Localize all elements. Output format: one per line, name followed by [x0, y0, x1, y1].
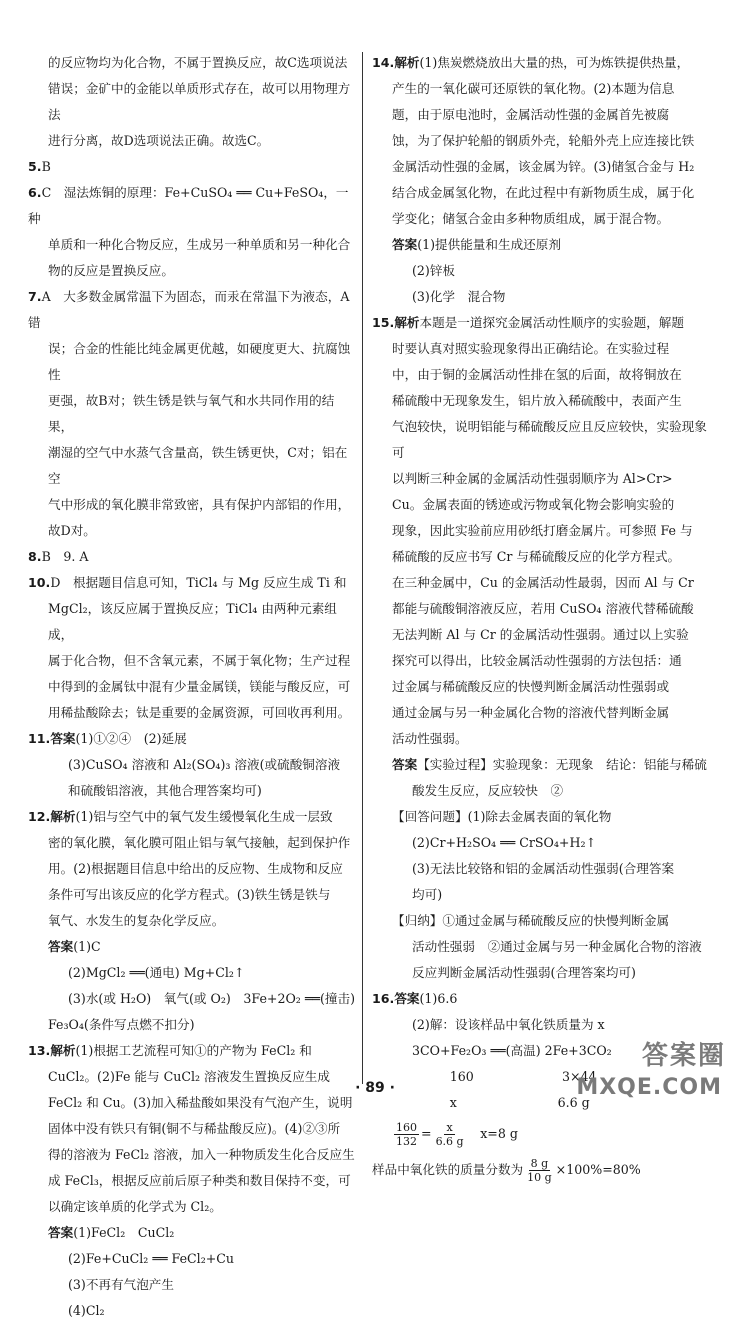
text-line — [28, 726, 358, 752]
question-block-q13a — [28, 1220, 358, 1324]
right-column — [372, 50, 708, 1188]
question-block-q12a — [28, 934, 358, 1038]
answer-label: 答案 — [50, 731, 76, 746]
text-line — [372, 180, 708, 206]
text-content: 题，由于原电池时，金属活动性强的金属首先被腐 — [392, 107, 670, 122]
text-content: 在三种金属中，Cu 的金属活动性最弱，因而 Al 与 Cr — [392, 575, 694, 590]
text-line — [28, 232, 358, 258]
text-content: 【归纳】①通过金属与稀硫酸反应的快慢判断金属 — [392, 913, 670, 928]
fraction-1 — [394, 1121, 419, 1148]
text-line — [28, 700, 358, 726]
text-content: 条件可写出该反应的化学方程式。(3)铁生锈是铁与 — [48, 887, 331, 902]
sub-line: 160 3×44 — [412, 1069, 597, 1084]
right-blocks — [372, 50, 708, 1116]
text-content: 稀硫酸中无现象发生，铝片放入稀硫酸中，表面产生 — [392, 393, 682, 408]
page-number: · 89 · — [355, 1080, 395, 1096]
sub-line: (3)不再有气泡产生 — [68, 1277, 174, 1292]
final-fraction-numerator: 8 g — [530, 1156, 549, 1170]
final-answer-prefix: 样品中氧化铁的质量分数为 — [372, 1162, 524, 1177]
text-line — [372, 544, 708, 570]
question-block-q15a — [372, 752, 708, 804]
sub-line: 均可) — [412, 887, 443, 902]
text-line — [28, 1220, 358, 1246]
answer-label: 解析 — [394, 55, 420, 70]
question-number: 5. — [28, 159, 42, 174]
question-block-q14a — [372, 232, 708, 310]
text-line — [28, 76, 358, 128]
text-line — [372, 102, 708, 128]
text-line — [28, 180, 358, 232]
text-line — [372, 622, 708, 648]
text-content: 固体中没有铁只有铜(铜不与稀盐酸反应)。(4)②③所 — [48, 1121, 341, 1136]
sub-line: x 6.6 g — [412, 1095, 590, 1110]
text-content: 学变化；储氢合金由多种物质组成，属于混合物。 — [392, 211, 670, 226]
answer-label: 解析 — [394, 315, 420, 330]
question-number: 12. — [28, 809, 51, 824]
question-number: 8. — [28, 549, 42, 564]
question-block-c1 — [28, 50, 358, 154]
text-content: MgCl₂，该反应属于置换反应；TiCl₄ 由两种元素组成， — [48, 601, 337, 642]
sub-line: (3)CuSO₄ 溶液和 Al₂(SO₄)₃ 溶液(或硫酸铜溶液 — [68, 757, 341, 772]
fraction-equation-result: x=8 g — [467, 1126, 518, 1141]
fraction-1-numerator: 160 — [396, 1120, 417, 1134]
text-content: FeCl₂ 和 Cu。(3)加入稀盐酸如果没有气泡产生，说明 — [48, 1095, 353, 1110]
text-line — [372, 388, 708, 414]
text-line — [28, 128, 358, 154]
sub-line: 3CO+Fe₂O₃ ══(高温) 2Fe+3CO₂ — [412, 1043, 612, 1058]
text-content: 以判断三种金属的金属活动性强弱顺序为 Al>Cr> — [392, 471, 673, 486]
text-line — [28, 596, 358, 648]
text-line — [372, 76, 708, 102]
text-line — [28, 154, 358, 180]
text-content: 以确定该单质的化学式为 Cl₂。 — [48, 1199, 222, 1214]
text-content: (1)焦炭燃烧放出大量的热，可为炼铁提供热量， — [419, 55, 690, 70]
question-block-q5 — [28, 154, 358, 180]
text-line — [28, 336, 358, 388]
text-line — [372, 700, 708, 726]
sub-line: (2)Cr+H₂SO₄ ══ CrSO₄+H₂↑ — [412, 835, 597, 850]
text-content: 金属活动性强的金属，该金属为锌。(3)储氢合金与 H₂ — [392, 159, 695, 174]
text-line — [28, 518, 358, 544]
text-line — [372, 518, 708, 544]
question-block-q7 — [28, 284, 358, 544]
final-answer-suffix: ×100%=80% — [555, 1162, 641, 1177]
answer-label: 解析 — [50, 1043, 76, 1058]
question-block-q8 — [28, 544, 358, 570]
text-line — [372, 752, 708, 778]
text-content: 更强，故B对；铁生锈是铁与氧气和水共同作用的结果， — [48, 393, 335, 434]
text-content: 的反应物均为化合物，不属于置换反应，故C选项说法 — [48, 55, 348, 70]
text-line — [28, 50, 358, 76]
fraction-2 — [434, 1121, 466, 1148]
text-line — [28, 388, 358, 440]
text-line — [372, 50, 708, 76]
watermark-url-text: MXQE.COM — [576, 1075, 722, 1100]
text-line — [28, 492, 358, 518]
text-line — [372, 310, 708, 336]
text-line — [372, 908, 708, 934]
sub-line: (2)MgCl₂ ══(通电) Mg+Cl₂↑ — [68, 965, 245, 980]
text-line — [28, 544, 358, 570]
text-content: 无法判断 Al 与 Cr 的金属活动性强弱。通过以上实验 — [392, 627, 689, 642]
text-content: 都能与硫酸铜溶液反应，若用 CuSO₄ 溶液代替稀硫酸 — [392, 601, 694, 616]
sub-line: (3)化学 混合物 — [412, 289, 506, 304]
question-number: 11. — [28, 731, 51, 746]
fraction-2-denominator: 6.6 g — [435, 1134, 464, 1148]
text-line — [372, 154, 708, 180]
tail-line: Fe₃O₄(条件写点燃不扣分) — [48, 1017, 195, 1032]
text-content: B — [41, 159, 51, 174]
text-content: 产生的一氧化碳可还原铁的氧化物。(2)本题为信息 — [392, 81, 675, 96]
text-line — [28, 1038, 358, 1064]
text-content: 得的溶液为 FeCl₂ 溶液，加入一种物质发生化合反应生 — [48, 1147, 355, 1162]
question-block-q15 — [372, 310, 708, 752]
text-content: (1)FeCl₂ CuCl₂ — [73, 1225, 175, 1240]
text-line — [28, 648, 358, 674]
text-line — [372, 336, 708, 362]
text-line — [372, 596, 708, 622]
text-line — [372, 466, 708, 492]
text-content: 错误；金矿中的金能以单质形式存在，故可以用物理方法 — [48, 81, 351, 122]
question-block-q11 — [28, 726, 358, 804]
equals-sign: = — [421, 1126, 432, 1141]
question-number: 13. — [28, 1043, 51, 1058]
text-line — [28, 258, 358, 284]
text-content: (1)C — [73, 939, 101, 954]
text-line — [28, 882, 358, 908]
text-line — [28, 440, 358, 492]
question-number: 15. — [372, 315, 395, 330]
fraction-1-denominator: 132 — [396, 1134, 417, 1148]
text-line — [28, 934, 358, 960]
question-number: 14. — [372, 55, 395, 70]
text-content: D 根据题目信息可知，TiCl₄ 与 Mg 反应生成 Ti 和 — [50, 575, 347, 590]
text-line — [28, 830, 358, 856]
question-number: 7. — [28, 289, 42, 304]
answer-label: 答案 — [394, 991, 420, 1006]
final-fraction-denominator: 10 g — [527, 1170, 552, 1184]
text-line — [372, 128, 708, 154]
sub-line: 反应判断金属活动性强弱(合理答案均可) — [412, 965, 636, 980]
text-content: 【实验过程】实验现象：无现象 结论：铝能与稀硫 — [417, 757, 707, 772]
text-line — [28, 1142, 358, 1168]
sub-line: (3)无法比较铬和铝的金属活动性强弱(合理答案 — [412, 861, 675, 876]
text-content: 现象，因此实验前应用砂纸打磨金属片。可参照 Fe 与 — [392, 523, 693, 538]
text-content: 稀硫酸的反应书写 Cr 与稀硫酸反应的化学方程式。 — [392, 549, 681, 564]
text-content: (1)铝与空气中的氧气发生缓慢氧化生成一层致 — [75, 809, 333, 824]
text-line — [28, 804, 358, 830]
question-block-q12 — [28, 804, 358, 934]
text-line — [372, 232, 708, 258]
text-content: 潮湿的空气中水蒸气含量高，铁生锈更快，C对；铝在空 — [48, 445, 348, 486]
text-line — [28, 856, 358, 882]
text-content: 蚀，为了保护轮船的钢质外壳，轮船外壳上应连接比铁 — [392, 133, 695, 148]
question-block-q6 — [28, 180, 358, 284]
answer-label: 答案 — [48, 939, 74, 954]
text-content: 时要认真对照实验现象得出正确结论。在实验过程 — [392, 341, 670, 356]
fraction-equation — [372, 1116, 708, 1152]
text-content: 探究可以得出，比较金属活动性强弱的方法包括：通 — [392, 653, 682, 668]
text-line — [372, 986, 708, 1012]
text-line — [372, 570, 708, 596]
fraction-2-numerator: x — [446, 1120, 453, 1134]
sub-line: (2)解：设该样品中氧化铁质量为 x — [412, 1017, 605, 1032]
text-content: 通过金属与另一种金属化合物的溶液代替判断金属 — [392, 705, 670, 720]
final-fraction — [525, 1157, 554, 1184]
text-line — [372, 362, 708, 388]
text-content: Cu。金属表面的锈迹或污物或氧化物会影响实验的 — [392, 497, 675, 512]
final-answer-line — [372, 1152, 708, 1188]
text-line — [28, 908, 358, 934]
text-content: 用。(2)根据题目信息中给出的反应物、生成物和反应 — [48, 861, 343, 876]
text-content: B 9. A — [41, 549, 89, 564]
sub-line: 活动性强弱 ②通过金属与另一种金属化合物的溶液 — [412, 939, 702, 954]
text-content: (1)①②④ (2)延展 — [75, 731, 187, 746]
column-divider — [362, 52, 363, 1084]
text-content: 成 FeCl₃，根据反应前后原子种类和数目保持不变，可 — [48, 1173, 351, 1188]
text-line — [372, 206, 708, 232]
text-line — [28, 1194, 358, 1220]
sub-line: (3)水(或 H₂O) 氧气(或 O₂) 3Fe+2O₂ ══(撞击) — [68, 991, 356, 1006]
text-content: 物的反应是置换反应。 — [48, 263, 174, 278]
text-content: (1)6.6 — [419, 991, 458, 1006]
text-content: A 大多数金属常温下为固态，而汞在常温下为液态，A错 — [28, 289, 350, 330]
text-content: 本题是一道探究金属活动性顺序的实验题，解题 — [419, 315, 684, 330]
text-content: 氧气、水发生的复杂化学反应。 — [48, 913, 225, 928]
question-block-q15b — [372, 804, 708, 908]
text-content: 气泡较快，说明铝能与稀硫酸反应且反应较快，实验现象可 — [392, 419, 707, 460]
answer-label: 解析 — [50, 809, 76, 824]
question-block-q14 — [372, 50, 708, 232]
question-number: 10. — [28, 575, 51, 590]
text-line — [372, 414, 708, 466]
text-line — [28, 674, 358, 700]
text-line — [28, 284, 358, 336]
text-content: 误；合金的性能比纯金属更优越，如硬度更大、抗腐蚀性 — [48, 341, 351, 382]
answer-label: 答案 — [392, 757, 418, 772]
text-content: 中，由于铜的金属活动性排在氢的后面，故将铜放在 — [392, 367, 682, 382]
text-line — [28, 1168, 358, 1194]
text-content: 故D对。 — [48, 523, 96, 538]
text-line — [372, 804, 708, 830]
question-number: 6. — [28, 185, 42, 200]
watermark-logo-text: 答案圈 — [641, 1041, 726, 1071]
question-number: 16. — [372, 991, 395, 1006]
text-content: 【回答问题】(1)除去金属表面的氧化物 — [392, 809, 612, 824]
text-content: 单质和一种化合物反应，生成另一种单质和另一种化合 — [48, 237, 351, 252]
text-content: (1)根据工艺流程可知①的产物为 FeCl₂ 和 — [75, 1043, 312, 1058]
text-line — [372, 674, 708, 700]
text-content: 活动性强弱。 — [392, 731, 468, 746]
text-content: 过金属与稀硫酸反应的快慢判断金属活动性强弱或 — [392, 679, 670, 694]
text-content: 气中形成的氧化膜非常致密，具有保护内部铝的作用， — [48, 497, 351, 512]
text-content: 属于化合物，但不含氧元素，不属于氧化物；生产过程 — [48, 653, 351, 668]
text-content: 进行分离，故D选项说法正确。故选C。 — [48, 133, 270, 148]
text-line — [372, 726, 708, 752]
sub-line: (2)锌板 — [412, 263, 456, 278]
text-content: 结合成金属氢化物，在此过程中有新物质生成，属于化 — [392, 185, 695, 200]
sub-line: (2)Fe+CuCl₂ ══ FeCl₂+Cu — [68, 1251, 235, 1266]
text-line — [28, 1116, 358, 1142]
answer-label: 答案 — [392, 237, 418, 252]
left-column — [28, 50, 358, 1324]
text-line — [372, 492, 708, 518]
sub-line: (4)Cl₂ — [68, 1303, 105, 1318]
sub-line: 酸发生反应，反应较快 ② — [412, 783, 564, 798]
text-line — [372, 648, 708, 674]
text-content: 用稀盐酸除去；钛是重要的金属资源，可回收再利用。 — [48, 705, 351, 720]
answer-label: 答案 — [48, 1225, 74, 1240]
question-block-q10 — [28, 570, 358, 726]
text-content: 密的氧化膜，氧化膜可阻止铝与氧气接触，起到保护作 — [48, 835, 351, 850]
text-content: CuCl₂。(2)Fe 能与 CuCl₂ 溶液发生置换反应生成 — [48, 1069, 330, 1084]
text-content: 中得到的金属钛中混有少量金属镁，镁能与酸反应，可 — [48, 679, 351, 694]
text-content: C 湿法炼铜的原理：Fe+CuSO₄ ══ Cu+FeSO₄，一种 — [28, 185, 349, 226]
question-block-q13 — [28, 1038, 358, 1220]
question-block-q15c — [372, 908, 708, 986]
text-line — [28, 570, 358, 596]
text-content: (1)提供能量和生成还原剂 — [417, 237, 561, 252]
sub-line: 和硫酸铝溶液，其他合理答案均可) — [68, 783, 262, 798]
